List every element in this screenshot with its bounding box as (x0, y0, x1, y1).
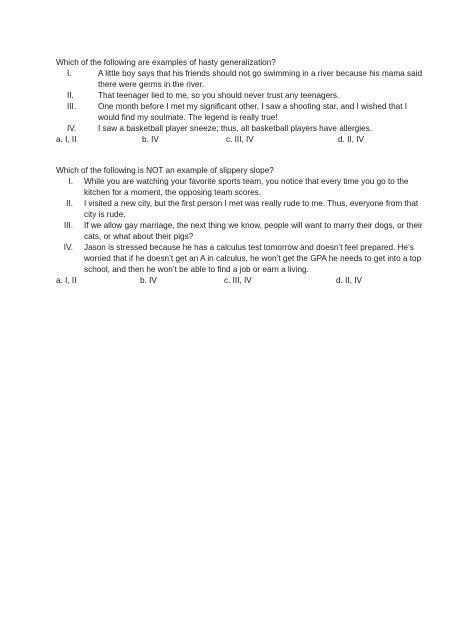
statement-numeral: I. (67, 69, 72, 78)
statement-item (56, 101, 426, 123)
statement-text: One month before I met my significant other, I saw a shooting star, and I wished that I would find my soulmate. The legend is really true! (98, 102, 408, 122)
statement-list (56, 68, 426, 134)
statement-item (56, 220, 426, 242)
question-prompt: Which of the following are examples of hasty generalization? (56, 58, 276, 67)
statement-numeral: IV. (63, 243, 73, 252)
answer-choice-c: c. III, IV (224, 276, 252, 285)
statement-numeral: IV. (67, 124, 77, 133)
answer-choices (56, 275, 426, 286)
statement-list (56, 176, 426, 275)
statement-item (56, 198, 426, 220)
statement-text: While you are watching your favorite sports team, you notice that every time you go to the kitchen for a moment, the opposing team scores. (84, 177, 409, 197)
statement-item (56, 123, 426, 134)
answer-choice-a: a. I, II (56, 276, 77, 285)
statement-item (56, 68, 426, 90)
statement-item (56, 242, 426, 275)
statement-text: If we allow gay marriage, the next thing we know, people will want to marry their dogs, or their cats, or what about their pigs? (84, 221, 423, 241)
statement-numeral: II. (67, 91, 74, 100)
statement-numeral: III. (63, 221, 73, 230)
statement-text: That teenager lied to me, so you should never trust any teenagers. (98, 91, 340, 100)
question-hasty-generalization (56, 57, 426, 145)
statement-numeral: I. (68, 177, 73, 186)
question-prompt: Which of the following is NOT an example of slippery slope? (56, 166, 274, 175)
statement-text: I visited a new city, but the first person I met was really rude to me. Thus, everyone from that city is rude. (84, 199, 419, 219)
statement-numeral: II. (66, 199, 73, 208)
answer-choice-a: a. I, II (56, 135, 77, 144)
statement-item (56, 176, 426, 198)
answer-choice-d: d. II, IV (336, 276, 362, 285)
answer-choice-b: b. IV (142, 135, 159, 144)
answer-choice-d: d. II, IV (338, 135, 364, 144)
answer-choice-b: b. IV (140, 276, 157, 285)
statement-text: Jason is stressed because he has a calculus test tomorrow and doesn’t feel prepared. He’s worried that if he doesn’t get an A in calculus, he won’t get the GPA he needs to get into a top school, and then he won’t be able to find a job or earn a living. (84, 243, 422, 274)
statement-numeral: III. (67, 102, 77, 111)
question-slippery-slope (56, 165, 426, 286)
statement-item (56, 90, 426, 101)
answer-choice-c: c. III, IV (226, 135, 254, 144)
answer-choices (56, 134, 426, 145)
statement-text: A little boy says that his friends should not go swimming in a river because his mama said there were germs in the river. (98, 69, 423, 89)
statement-text: I saw a basketball player sneeze; thus, all basketball players have allergies. (98, 124, 372, 133)
